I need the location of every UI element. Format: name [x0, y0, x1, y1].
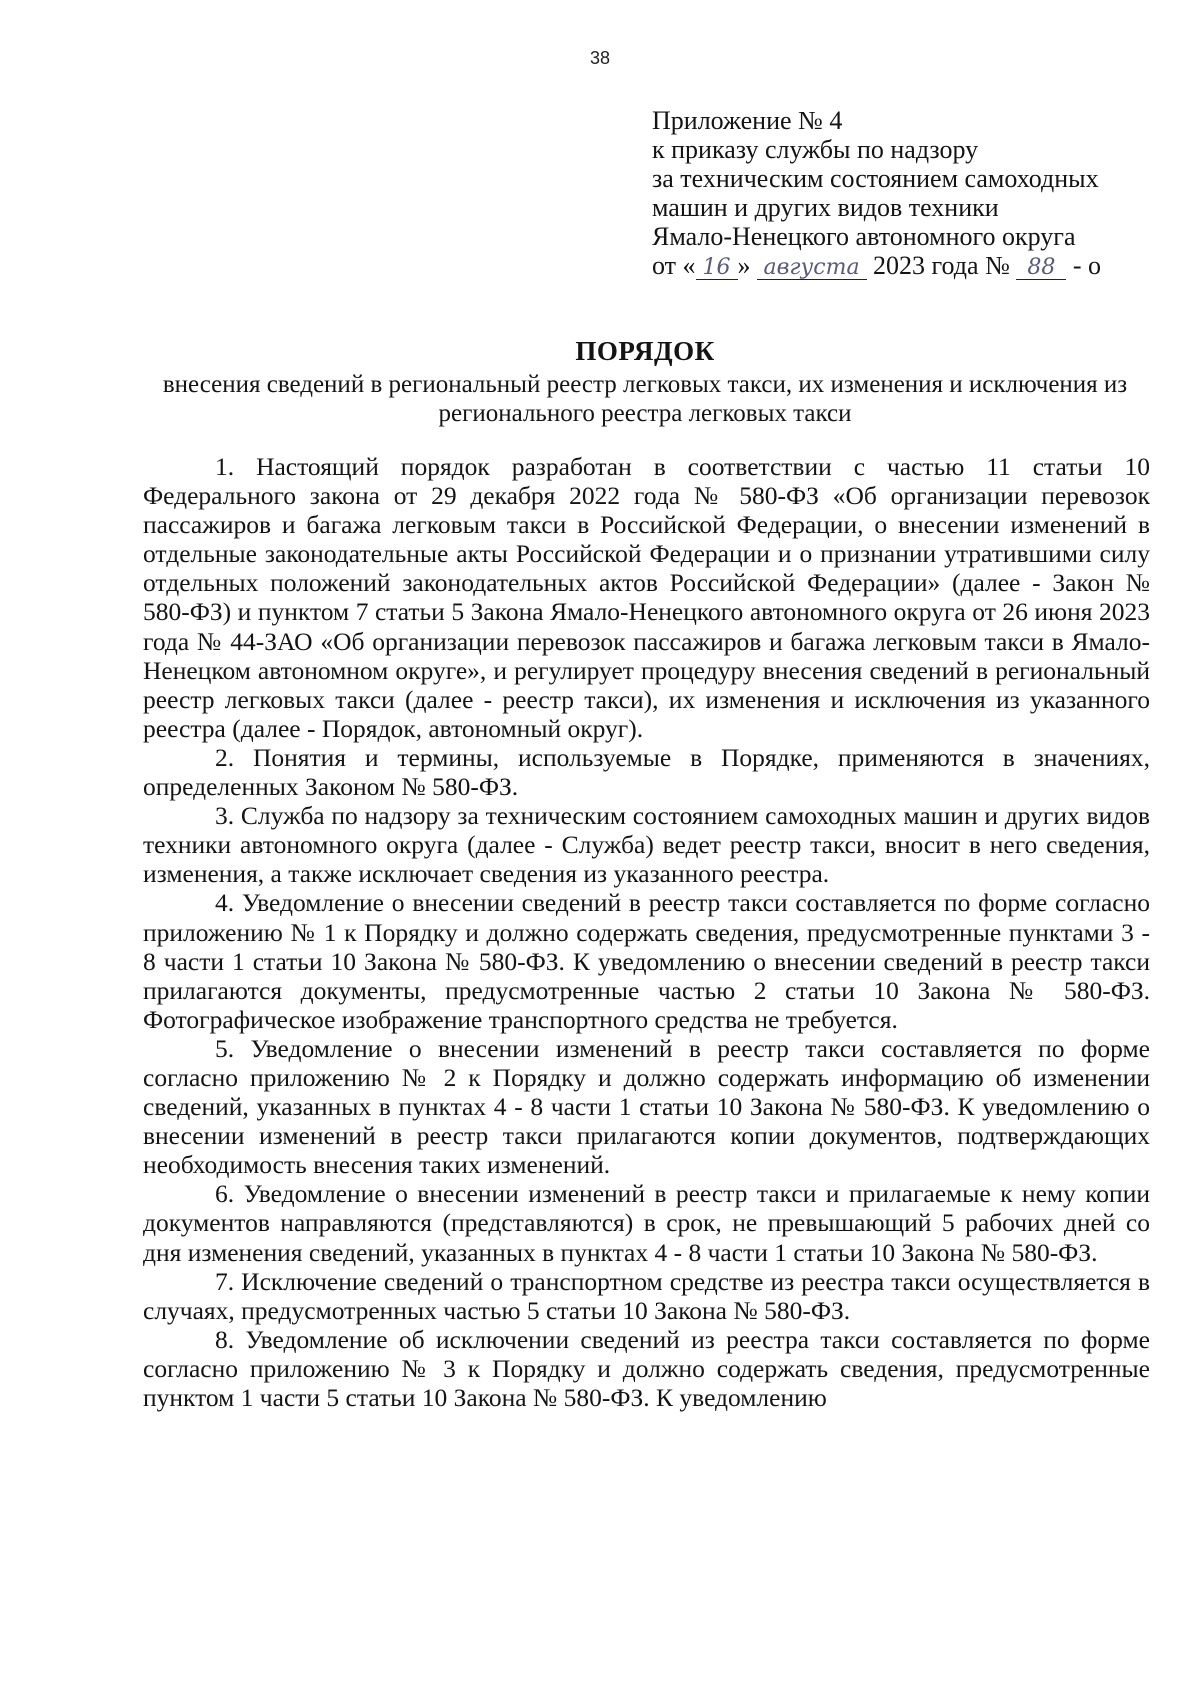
appendix-line: к приказу службы по надзору — [652, 135, 979, 164]
appendix-date-line — [652, 251, 1172, 280]
appendix-header — [652, 106, 1172, 280]
appendix-line: машин и других видов техники — [652, 193, 999, 222]
paragraph: 2. Понятия и термины, используемые в Порядке, применяются в значениях, определенных Законом № 580-ФЗ. — [143, 742, 1150, 802]
paragraph: 7. Исключение сведений о транспортном средстве из реестра такси осуществляется в случаях, предусмотренных частью 5 статьи 10 Закона № 580-ФЗ. — [143, 1266, 1150, 1325]
appendix-line: Ямало-Ненецкого автономного округа — [652, 222, 1076, 251]
document-body — [143, 452, 1150, 1412]
paragraph: 1. Настоящий порядок разработан в соответствии с частью 11 статьи 10 Федерального закона от 29 декабря 2022 года № 580-ФЗ «Об организации перевозок пассажиров и багажа легковым такси в Российской Федерации, о внесении изменений в отдельные законодательные акты Российской Федерации и о признании утратившими силу отдельных положений законодательных актов Российской Федерации» (далее - Закон № 580-ФЗ) и пунктом 7 статьи 5 Закона Ямало-Ненецкого автономного округа от 26 июня 2023 года № 44-ЗАО «Об организации перевозок пассажиров и багажа легковым такси в Ямало-Ненецком автономном округе», и регулирует процедуру внесения сведений в региональный реестр легковых такси (далее - реестр такси), их изменения и исключения из указанного реестра (далее - Порядок, автономный округ). — [143, 452, 1150, 743]
paragraph: 3. Служба по надзору за техническим состоянием самоходных машин и других видов техники автономного округа (далее - Служба) ведет реестр такси, вносит в него сведения, изменения, а также исключает сведения из указанного реестра. — [143, 801, 1150, 889]
handwritten-order-number: 88 — [1016, 257, 1066, 280]
paragraph: 6. Уведомление о внесении изменений в реестр такси и прилагаемые к нему копии документов направляются (представляются) в срок, не превышающий 5 рабочих дней со дня изменения сведений, указанных в пунктах 4 - 8 части 1 статьи 10 Закона № 580-ФЗ. — [143, 1179, 1150, 1267]
appendix-line: за техническим состоянием самоходных — [652, 164, 1099, 193]
paragraph: 5. Уведомление о внесении изменений в реестр такси составляется по форме согласно приложению № 2 к Порядку и должно содержать информацию об изменении сведений, указанных в пунктах 4 - 8 части 1 статьи 10 Закона № 580-ФЗ. К уведомлению о внесении изменений в реестр такси прилагаются копии документов, подтверждающих необходимость внесения таких изменений. — [143, 1033, 1150, 1180]
document-subtitle: внесения сведений в региональный реестр легковых такси, их изменения и исключения из регионального реестра легковых такси — [162, 371, 1128, 427]
paragraph: 4. Уведомление о внесении сведений в реестр такси составляется по форме согласно приложению № 1 к Порядку и должно содержать сведения, предусмотренные пунктами 3 - 8 части 1 статьи 10 Закона № 580-ФЗ. К уведомлению о внесении сведений в реестр такси прилагаются документы, предусмотренные частью 2 статьи 10 Закона № 580-ФЗ. Фотографическое изображение транспортного средства не требуется. — [143, 888, 1150, 1034]
paragraph: 8. Уведомление об исключении сведений из реестра такси составляется по форме согласно приложению № 3 к Порядку и должно содержать сведения, предусмотренные пунктом 1 части 5 статьи 10 Закона № 580-ФЗ. К уведомлению — [143, 1324, 1150, 1412]
date-prefix: от « — [652, 251, 696, 280]
document-title: ПОРЯДОК — [575, 336, 715, 366]
handwritten-month: августа — [757, 257, 867, 280]
date-mid: » — [737, 251, 751, 280]
date-year: 2023 года № — [873, 251, 1010, 280]
order-suffix: - о — [1072, 251, 1102, 280]
page-number: 38 — [589, 48, 611, 68]
handwritten-day: 16 — [696, 257, 738, 280]
appendix-line: Приложение № 4 — [652, 106, 843, 135]
